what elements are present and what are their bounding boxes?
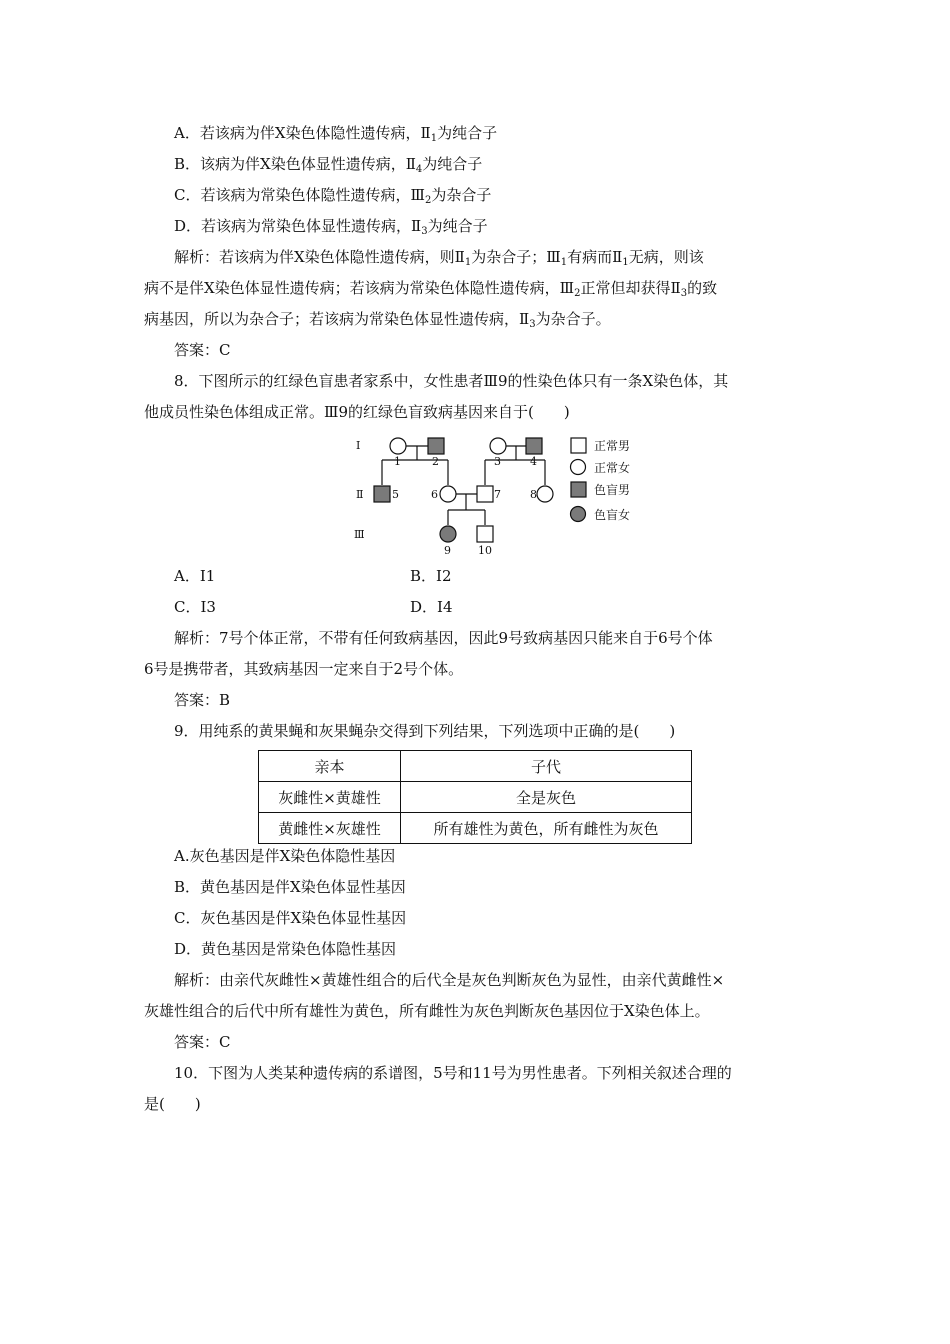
table-header-row [259, 751, 692, 782]
individual-3 [490, 438, 506, 454]
legend-normal-female: 正常女 [594, 461, 631, 475]
label-9: 9 [444, 544, 451, 557]
label-4: 4 [530, 455, 537, 468]
q7-option-b: B．该病为伴X染色体显性遗传病，$Ⅱ_4$为纯合子 [174, 155, 483, 175]
q9-answer: 答案：C [174, 1033, 231, 1051]
label-10: 10 [478, 544, 492, 557]
table-header-cell: 亲本 [259, 751, 401, 782]
table-cell: 全是灰色 [401, 782, 692, 813]
gen-label-3: Ⅲ [354, 528, 365, 541]
q9-explanation-line1: 解析：由亲代灰雌性×黄雄性组合的后代全是灰色判断灰色为显性，由亲代黄雌性× [174, 971, 725, 989]
legend-affected-male: 色盲男 [594, 483, 631, 497]
legend-normal-male: 正常男 [594, 439, 631, 453]
q8-option-a: A．Ⅰ1 [174, 567, 216, 585]
individual-1 [390, 438, 406, 454]
label-8: 8 [530, 488, 537, 501]
table-header-cell: 子代 [401, 751, 692, 782]
label-3: 3 [494, 455, 501, 468]
individual-10 [477, 526, 493, 542]
table-cell: 所有雄性为黄色，所有雌性为灰色 [401, 813, 692, 844]
q7-explanation-line3: 病基因，所以为杂合子；若该病为常染色体显性遗传病，$Ⅱ_3$为杂合子。 [144, 310, 611, 330]
q8-option-c: C．Ⅰ3 [174, 598, 216, 616]
q8-answer: 答案：B [174, 691, 231, 709]
table-cell: 灰雌性×黄雄性 [259, 782, 401, 813]
q8-stem-line1: 8．下图所示的红绿色盲患者家系中，女性患者Ⅲ9的性染色体只有一条X染色体，其 [174, 372, 729, 390]
q9-option-a: A.灰色基因是伴X染色体隐性基因 [174, 847, 396, 865]
q7-explanation-line2: 病不是伴X染色体显性遗传病；若该病为常染色体隐性遗传病，$Ⅲ_2$正常但却获得$Ⅱ_3$的致 [144, 279, 718, 299]
q7-option-c: C．若该病为常染色体隐性遗传病，$Ⅲ_2$为杂合子 [174, 186, 492, 206]
q8-option-b: B．Ⅰ2 [410, 567, 452, 585]
q10-stem-line2: 是( ) [144, 1095, 201, 1113]
q9-option-c: C．灰色基因是伴X染色体显性基因 [174, 909, 407, 927]
individual-8 [537, 486, 553, 502]
individual-5 [374, 486, 390, 502]
individual-9 [440, 526, 456, 542]
legend-affected-female-icon [571, 507, 586, 522]
q7-explanation-line1: 解析：若该病为伴X染色体隐性遗传病，则$Ⅱ_1$为杂合子；$Ⅲ_1$有病而$Ⅱ_1$无病，则该 [174, 248, 704, 268]
q8-stem-line2: 他成员性染色体组成正常。Ⅲ9的红绿色盲致病基因来自于( ) [144, 403, 570, 421]
q9-results-table [258, 750, 692, 844]
q8-explanation-line1: 解析：7号个体正常，不带有任何致病基因，因此9号致病基因只能来自于6号个体 [174, 629, 713, 647]
legend-affected-female: 色盲女 [594, 508, 631, 522]
q9-option-b: B．黄色基因是伴X染色体显性基因 [174, 878, 406, 896]
q7-option-d: D．若该病为常染色体显性遗传病，$Ⅱ_3$为纯合子 [174, 217, 488, 237]
q7-answer: 答案：C [174, 341, 231, 359]
label-1: 1 [394, 455, 401, 468]
table-row [259, 782, 692, 813]
q9-option-d: D．黄色基因是常染色体隐性基因 [174, 940, 397, 958]
q9-explanation-line2: 灰雄性组合的后代中所有雄性为黄色，所有雌性为灰色判断灰色基因位于X染色体上。 [144, 1002, 710, 1020]
individual-2 [428, 438, 444, 454]
individual-7 [477, 486, 493, 502]
table-cell: 黄雌性×灰雄性 [259, 813, 401, 844]
table-row [259, 813, 692, 844]
label-5: 5 [392, 488, 399, 501]
label-6: 6 [431, 488, 438, 501]
q7-option-a: A．若该病为伴X染色体隐性遗传病，$Ⅱ_1$为纯合子 [174, 124, 498, 144]
q8-explanation-line2: 6号是携带者，其致病基因一定来自于2号个体。 [144, 660, 464, 678]
gen-label-1: Ⅰ [356, 439, 361, 452]
legend-affected-male-icon [571, 482, 586, 497]
pedigree-chart [340, 430, 660, 560]
legend-normal-female-icon [571, 460, 586, 475]
individual-4 [526, 438, 542, 454]
label-2: 2 [432, 455, 439, 468]
q9-stem: 9．用纯系的黄果蝇和灰果蝇杂交得到下列结果，下列选项中正确的是( ) [174, 722, 676, 740]
gen-label-2: Ⅱ [356, 488, 364, 501]
individual-6 [440, 486, 456, 502]
label-7: 7 [494, 488, 501, 501]
q10-stem-line1: 10．下图为人类某种遗传病的系谱图，5号和11号为男性患者。下列相关叙述合理的 [174, 1064, 732, 1082]
legend-normal-male-icon [571, 438, 586, 453]
q8-option-d: D．Ⅰ4 [410, 598, 453, 616]
